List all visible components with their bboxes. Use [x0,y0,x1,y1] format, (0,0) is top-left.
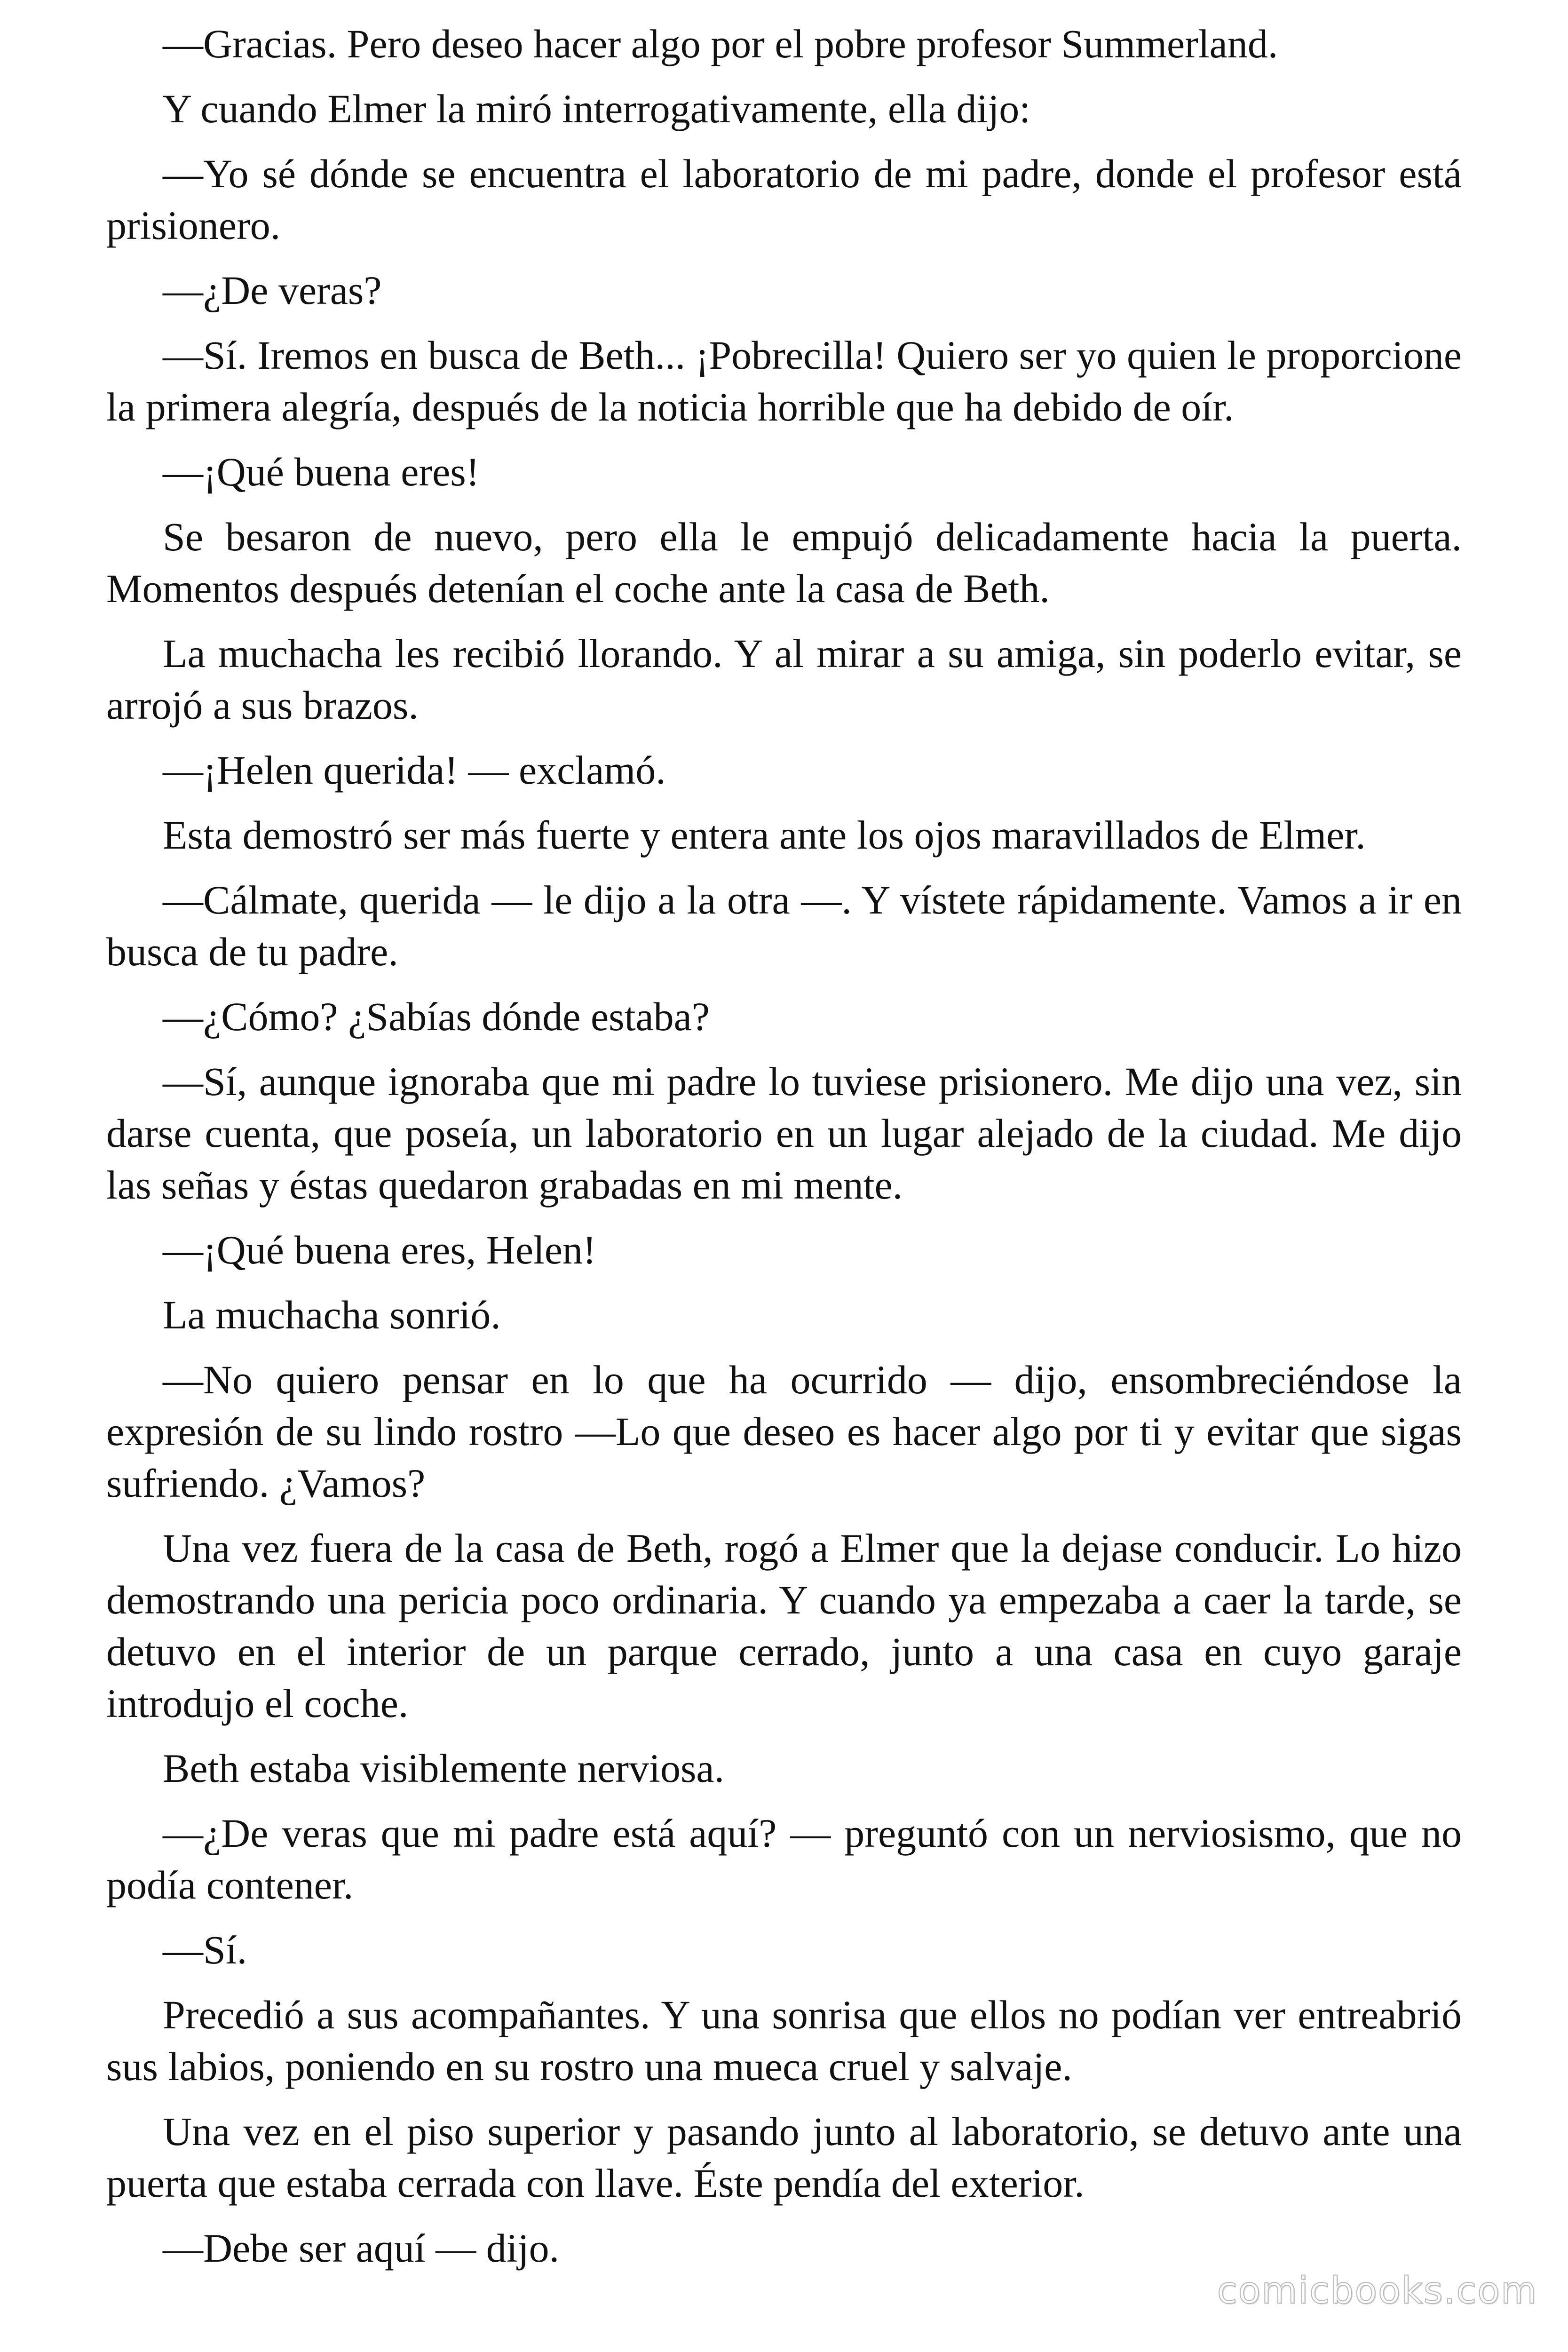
paragraph: —Sí, aunque ignoraba que mi padre lo tuviese prisionero. Me dijo una vez, sin darse cuenta, que poseía, un laboratorio en un lugar alejado de la ciudad. Me dijo las señas y éstas quedaron grabadas en mi mente. [106,1059,1462,1208]
paragraph: Se besaron de nuevo, pero ella le empujó delicadamente hacia la puerta. Momentos después detenían el coche ante la casa de Beth. [106,514,1462,611]
paragraph: —¿De veras? [163,268,382,313]
paragraph: —Sí. [163,1927,247,1972]
paragraph: —¿Cómo? ¿Sabías dónde estaba? [163,994,710,1039]
paragraph: La muchacha sonrió. [163,1292,501,1337]
watermark: comicbooks.com [1217,2270,1537,2312]
paragraph: La muchacha les recibió llorando. Y al mirar a su amiga, sin poderlo evitar, se arrojó a sus brazos. [106,631,1462,728]
paragraph: Y cuando Elmer la miró interrogativamente, ella dijo: [163,86,1031,131]
paragraph: Beth estaba visiblemente nerviosa. [163,1746,725,1791]
paragraph: —Sí. Iremos en busca de Beth... ¡Pobrecilla! Quiero ser yo quien le proporcione la primera alegría, después de la noticia horrible que ha debido de oír. [106,333,1462,429]
paragraph: —No quiero pensar en lo que ha ocurrido — dijo, ensombreciéndose la expresión de su lindo rostro —Lo que deseo es hacer algo por ti y evitar que sigas sufriendo. ¿Vamos? [106,1357,1462,1506]
page-text [106,18,1462,2287]
paragraph: —Cálmate, querida — le dijo a la otra —. Y vístete rápidamente. Vamos a ir en busca de tu padre. [106,877,1462,974]
paragraph: Una vez en el piso superior y pasando junto al laboratorio, se detuvo ante una puerta que estaba cerrada con llave. Éste pendía del exterior. [106,2109,1462,2206]
paragraph: —Yo sé dónde se encuentra el laboratorio de mi padre, donde el profesor está prisionero. [106,151,1462,248]
paragraph: Esta demostró ser más fuerte y entera ante los ojos maravillados de Elmer. [163,812,1366,858]
paragraph: —¡Helen querida! — exclamó. [163,747,666,793]
paragraph: Precedió a sus acompañantes. Y una sonrisa que ellos no podían ver entreabrió sus labios, poniendo en su rostro una mueca cruel y salvaje. [106,1992,1462,2089]
paragraph: —Debe ser aquí — dijo. [163,2225,560,2271]
paragraph: Una vez fuera de la casa de Beth, rogó a Elmer que la dejase conducir. Lo hizo demostrando una pericia poco ordinaria. Y cuando ya empezaba a caer la tarde, se detuvo en el interior de un parque cerrado, junto a una casa en cuyo garaje introdujo el coche. [106,1526,1462,1726]
paragraph: —¡Qué buena eres, Helen! [163,1227,596,1272]
paragraph: —¡Qué buena eres! [163,449,480,494]
paragraph: —Gracias. Pero deseo hacer algo por el pobre profesor Summerland. [163,21,1278,66]
paragraph: —¿De veras que mi padre está aquí? — preguntó con un nerviosismo, que no podía contener. [106,1811,1462,1907]
